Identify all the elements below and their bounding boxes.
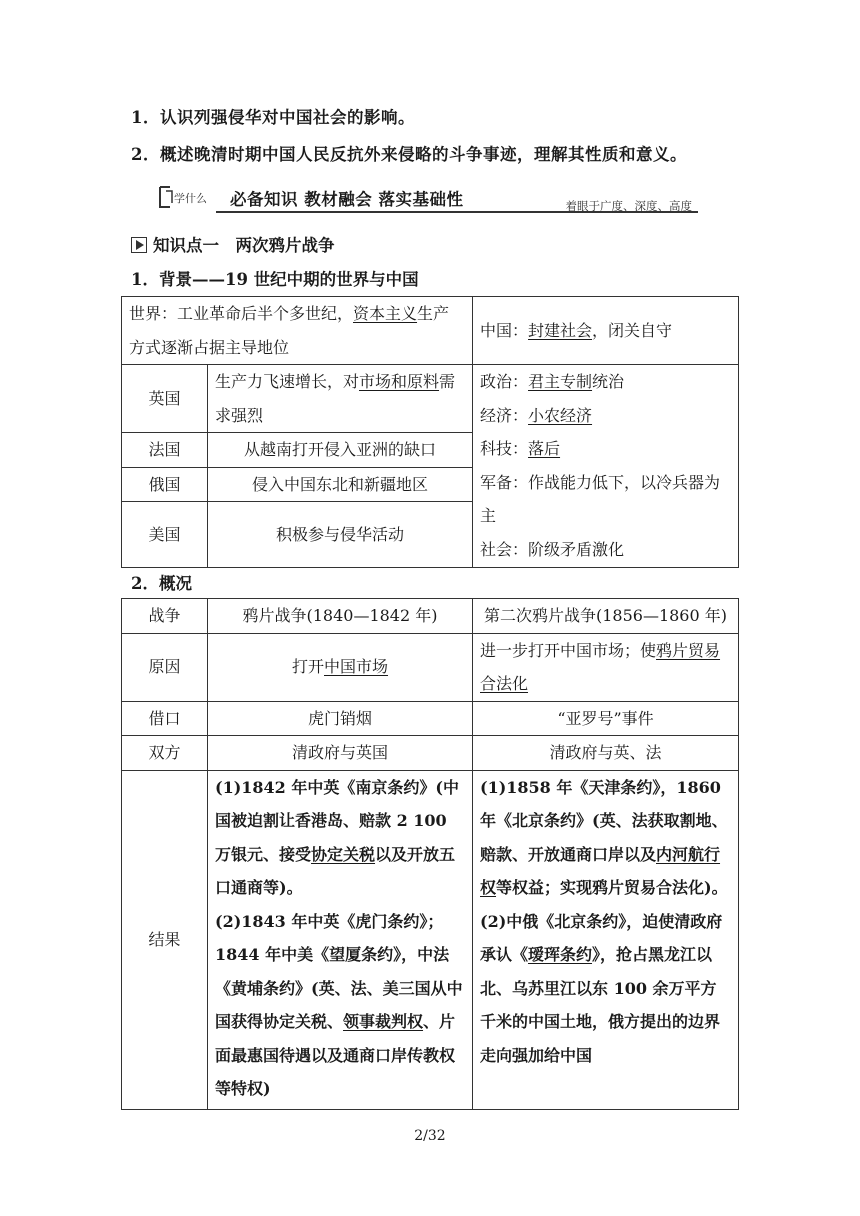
war2-pretext: “亚罗号”事件: [473, 701, 739, 736]
item-rest: 阶级矛盾激化: [528, 539, 625, 559]
world-text: 世界：工业革命后半个多世纪，: [129, 304, 354, 323]
result-text-end: 等权益；实现鸦片贸易合法化)。: [496, 878, 728, 897]
china-cell: [473, 297, 739, 365]
section-banner: [158, 182, 698, 214]
table-row: [122, 633, 739, 701]
section-title: 知识点一 两次鸦片战争: [153, 236, 335, 255]
result-underlined: 领事裁判权: [343, 1012, 424, 1031]
table-row: [122, 599, 739, 634]
item-label: 科技：: [480, 439, 529, 458]
item-underlined: 落后: [528, 439, 561, 458]
result-paragraph: [215, 905, 465, 1106]
background-heading: 1．背景——19 世纪中期的世界与中国: [131, 270, 419, 289]
item-underlined: 君主专制: [528, 372, 593, 391]
desc-text-end: 需求强烈: [215, 372, 456, 425]
war1-parties: 清政府与英国: [208, 736, 473, 771]
objective-2: [131, 141, 687, 165]
item-rest: 统治: [592, 372, 625, 391]
country-desc-cell: 从越南打开侵入亚洲的缺口: [208, 433, 473, 468]
china-item: [480, 432, 731, 466]
banner-title: 必备知识 教材融会 落实基础性: [230, 190, 464, 209]
banner-subtitle: 着眼于广度、深度、高度: [565, 199, 692, 213]
row-label: 结果: [122, 770, 208, 1109]
item-label: 社会：: [480, 539, 529, 559]
result-underlined: 协定关税: [311, 844, 376, 864]
country-cell: 英国: [122, 365, 208, 433]
country-cell: 俄国: [122, 467, 208, 502]
item-label: 经济：: [480, 405, 529, 425]
result-paragraph: [480, 771, 731, 905]
china-item: [480, 466, 731, 533]
war1-result: [208, 770, 473, 1109]
war1-header: 鸦片战争(1840—1842 年): [208, 599, 473, 634]
logo-text: 学什么: [174, 192, 207, 205]
table-row: [122, 770, 739, 1109]
table-row: [122, 736, 739, 771]
overview-heading: 2．概况: [131, 574, 192, 593]
war2-cause: [473, 633, 739, 701]
objective-1: [131, 104, 415, 128]
war1-cause: [208, 633, 473, 701]
page-number: 2/32: [414, 1128, 446, 1144]
china-situation-cell: [473, 365, 739, 568]
row-label: 借口: [122, 701, 208, 736]
result-text-end: 》，抢占黑龙江以北、乌苏里江以东 100 余万平方千米的中国土地，俄方提出的边界走向强加给中国: [480, 945, 721, 1065]
war2-header: 第二次鸦片战争(1856—1860 年): [473, 599, 739, 634]
result-text: (2)1843 年中英《虎门条约》；1844 年中美《望厦条约》，中法《黄埔条约》(英、法、美三国从中国获得协定关税、: [215, 911, 463, 1031]
item-rest: 作战能力低下，以冷兵器为主: [480, 472, 721, 525]
row-label: 原因: [122, 633, 208, 701]
result-text-end: 、片面最惠国待遇以及通商口岸传教权等特权): [215, 1012, 456, 1098]
result-underlined: 瑷珲条约: [528, 945, 593, 964]
world-cell: [122, 297, 473, 365]
objective-number: 1．: [131, 108, 160, 127]
china-text-end: ，闭关自守: [592, 320, 673, 340]
world-underlined: 资本主义: [353, 304, 418, 323]
china-item: [480, 399, 731, 433]
country-cell: 美国: [122, 502, 208, 568]
item-label: 政治：: [480, 372, 529, 391]
china-text: 中国：: [480, 320, 529, 340]
xue-shen-me-logo: [158, 185, 216, 211]
table-row: [122, 365, 739, 433]
country-desc-cell: [208, 365, 473, 433]
world-text-end: 生产方式逐渐占据主导地位: [129, 304, 450, 357]
country-desc-cell: 侵入中国东北和新疆地区: [208, 467, 473, 502]
objective-text: 认识列强侵华对中国社会的影响。: [159, 108, 415, 127]
item-label: 军备：: [480, 472, 529, 492]
cause-text: 打开: [291, 657, 324, 677]
cause-text: 进一步打开中国市场；使: [480, 640, 657, 660]
row-label: 双方: [122, 736, 208, 771]
table-row: [122, 701, 739, 736]
result-text-end: 以及开放五口通商等)。: [215, 844, 456, 897]
objective-number: 2．: [131, 145, 160, 164]
china-item: [480, 533, 731, 567]
cause-underlined: 中国市场: [324, 657, 389, 677]
result-text: (1)1842 年中英《南京条约》(中国被迫割让香港岛、赔款 2 100 万银元、接受: [215, 777, 459, 864]
section-heading: [131, 232, 335, 256]
result-underlined: 内河航行权: [480, 844, 721, 897]
result-text: (2)中俄《北京条约》，迫使清政府承认《: [480, 911, 723, 964]
result-paragraph: [480, 905, 731, 1073]
war2-result: [473, 770, 739, 1109]
china-underlined: 封建社会: [528, 320, 593, 340]
result-paragraph: [215, 771, 465, 905]
desc-underlined: 市场和原料: [359, 372, 440, 391]
cause-underlined: 鸦片贸易合法化: [480, 640, 721, 693]
result-text: (1)1858 年《天津条约》，1860 年《北京条约》(英、法获取割地、赔款、开放通商口岸以及: [480, 777, 728, 864]
item-underlined: 小农经济: [528, 405, 593, 425]
china-item: [480, 365, 731, 399]
objective-text: 概述晚清时期中国人民反抗外来侵略的斗争事迹，理解其性质和意义。: [159, 145, 687, 164]
war1-pretext: 虎门销烟: [208, 701, 473, 736]
country-cell: 法国: [122, 433, 208, 468]
overview-table: [121, 598, 739, 1110]
table-row: [122, 297, 739, 365]
war2-parties: 清政府与英、法: [473, 736, 739, 771]
country-desc-cell: 积极参与侵华活动: [208, 502, 473, 568]
play-triangle-icon: [131, 237, 147, 253]
desc-text: 生产力飞速增长，对: [215, 372, 360, 391]
row-label: 战争: [122, 599, 208, 634]
background-table: [121, 296, 739, 568]
